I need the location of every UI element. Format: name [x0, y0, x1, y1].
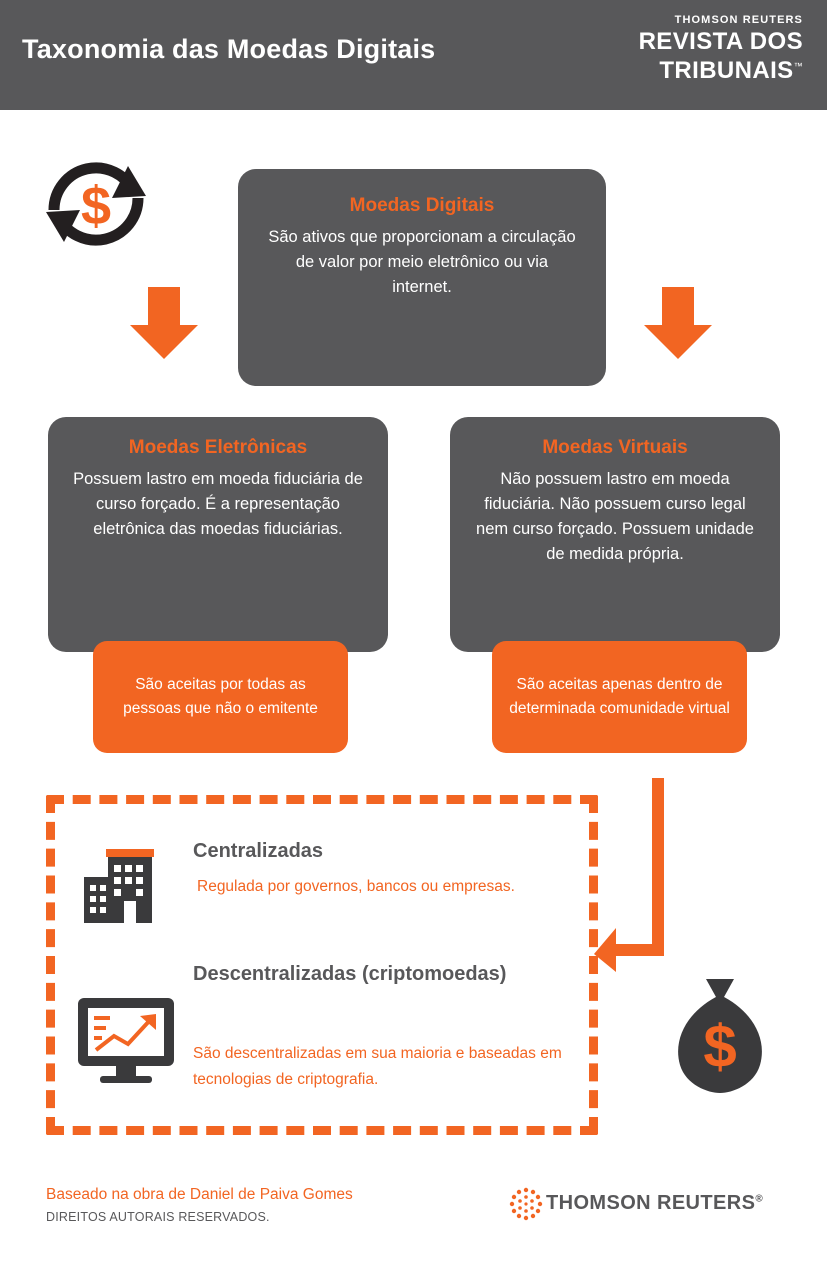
category-descentralizadas-heading: Descentralizadas (criptomoedas) — [193, 963, 507, 985]
arrow-down-left-icon — [128, 281, 212, 361]
building-icon — [78, 843, 178, 928]
brand-lockup — [639, 14, 803, 83]
footer-logo-text — [546, 1192, 763, 1215]
tag-moedas-virtuais — [492, 641, 747, 753]
node-moedas-digitais-text: São ativos que proporcionam a circulação de valor por meio eletrônico ou via internet. — [268, 228, 576, 296]
footer-rights: DIREITOS AUTORAIS RESERVADOS. — [46, 1210, 270, 1224]
brand-tribunais-text: TRIBUNAIS — [659, 57, 794, 84]
arrow-down-right-icon — [632, 281, 716, 361]
monitor-chart-icon — [76, 996, 182, 1088]
svg-text:$: $ — [703, 1013, 737, 1080]
svg-text:$: $ — [80, 176, 112, 236]
node-moedas-virtuais-title: Moedas Virtuais — [542, 437, 688, 458]
arrow-left-down-icon — [594, 778, 664, 973]
node-moedas-virtuais — [450, 417, 780, 652]
thomson-reuters-logo-icon — [506, 1184, 546, 1224]
footer-credit: Baseado na obra de Daniel de Paiva Gomes — [46, 1186, 353, 1203]
tag-moedas-eletronicas — [93, 641, 348, 753]
node-moedas-digitais-title: Moedas Digitais — [349, 195, 495, 216]
node-moedas-virtuais-text: Não possuem lastro em moeda fiduciária. Não possuem curso legal nem curso forçado. Possuem unidade de medida própria. — [476, 470, 754, 563]
page-header — [0, 0, 827, 110]
footer-logo-label: THOMSON REUTERS — [546, 1192, 756, 1214]
brand-revista-line1: REVISTA DOS — [638, 28, 803, 55]
node-moedas-eletronicas — [48, 417, 388, 652]
category-descentralizadas-description: São descentralizadas em sua maioria e baseadas em tecnologias de criptografia. — [193, 1045, 562, 1088]
node-moedas-eletronicas-text: Possuem lastro em moeda fiduciária de curso forçado. É a representação eletrônica das moedas fiduciárias. — [73, 470, 363, 538]
money-bag-icon — [668, 975, 772, 1095]
category-centralizadas-heading: Centralizadas — [193, 840, 324, 862]
currency-refresh-icon — [42, 152, 150, 254]
tag-moedas-eletronicas-text: São aceitas por todas as pessoas que não o emitente — [123, 676, 318, 717]
tag-moedas-virtuais-text: São aceitas apenas dentro de determinada comunidade virtual — [509, 676, 730, 717]
node-moedas-digitais — [238, 169, 606, 386]
page-title: Taxonomia das Moedas Digitais — [22, 34, 436, 64]
brand-revista-line2 — [639, 54, 803, 83]
brand-thomson-reuters: THOMSON REUTERS — [674, 14, 803, 26]
category-centralizadas-description: Regulada por governos, bancos ou empresas. — [197, 878, 515, 895]
footer-registered-mark: ® — [755, 1193, 764, 1205]
brand-tm-mark: ™ — [793, 61, 803, 71]
node-moedas-eletronicas-title: Moedas Eletrônicas — [128, 437, 308, 458]
